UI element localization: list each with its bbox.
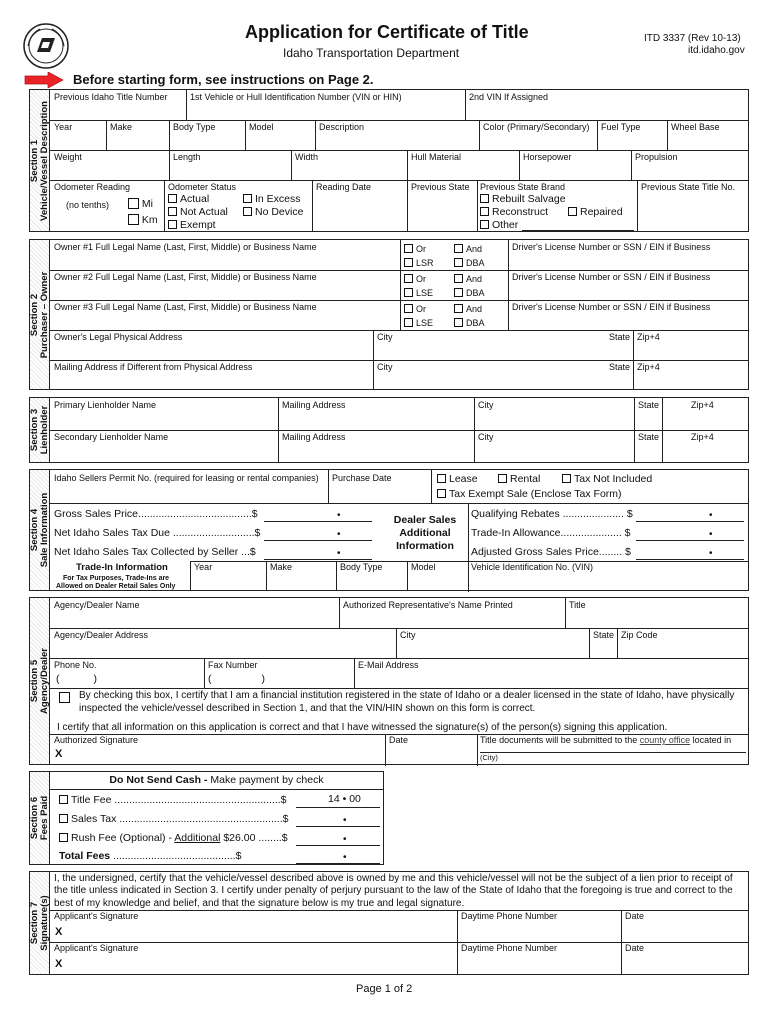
authorized-signature-field[interactable]: X	[55, 748, 63, 760]
applicant-signature-2-label: Applicant's Signature	[54, 943, 139, 953]
exempt-checkbox[interactable]	[168, 220, 216, 231]
body-type-field[interactable]: Body Type	[173, 122, 216, 132]
net-sales-tax-due-input[interactable]	[264, 540, 372, 541]
adjusted-gross-label: Adjusted Gross Sales Price........ $	[471, 546, 631, 558]
tax-not-included-checkbox[interactable]	[562, 474, 652, 485]
section-1-name: Vehicle/Vessel Description	[38, 100, 50, 221]
trade-in-note-1: For Tax Purposes, Trade-Ins are	[63, 575, 170, 582]
primary-state-field[interactable]: State	[638, 400, 660, 410]
dealer-heading-line-2: Additional	[399, 527, 451, 539]
signature-2-date-field[interactable]: Date	[625, 943, 645, 953]
primary-mailing-field[interactable]: Mailing Address	[282, 400, 346, 410]
fees-header-rest: Make payment by check	[207, 774, 324, 786]
owner-3-dba-checkbox[interactable]	[454, 318, 485, 329]
phone-area-code	[56, 674, 97, 685]
sales-tax-input[interactable]	[296, 826, 380, 827]
year-field[interactable]: Year	[54, 122, 73, 132]
qualifying-rebates-label: Qualifying Rebates ..................... $	[471, 508, 633, 520]
docs-note-post: located in	[690, 735, 732, 745]
page-number: Page 1 of 2	[356, 983, 413, 995]
model-field[interactable]: Model	[249, 122, 274, 132]
not-actual-checkbox[interactable]	[168, 207, 228, 218]
owner-2-and-checkbox[interactable]	[454, 274, 482, 285]
propulsion-field[interactable]: Propulsion	[635, 152, 678, 162]
other-brand-input[interactable]	[522, 230, 634, 231]
actual-label: Actual	[180, 193, 210, 205]
fax-paren-open: (	[208, 673, 212, 685]
form-title: Application for Certificate of Title	[245, 22, 529, 42]
owner-2-dba-checkbox[interactable]	[454, 288, 485, 299]
phone-field[interactable]	[54, 660, 97, 671]
rental-checkbox[interactable]	[498, 474, 540, 485]
physical-state-field[interactable]: State	[609, 332, 631, 342]
title-docs-note	[480, 735, 731, 746]
physical-city-field[interactable]: City	[377, 332, 393, 342]
trade-body-field[interactable]: Body Type	[340, 562, 383, 572]
odometer-status-label: Odometer Status	[168, 182, 237, 192]
owner-2-lse-checkbox[interactable]	[404, 288, 433, 299]
owner-1-dba-checkbox[interactable]	[454, 258, 485, 269]
rush-fee-amount-label: $26.00 ........$	[220, 832, 288, 844]
or-label: Or	[416, 244, 426, 254]
horsepower-field[interactable]: Horsepower	[523, 152, 572, 162]
section-6-name: Fees Paid	[38, 795, 50, 841]
total-fees-bold: Total Fees	[59, 850, 111, 862]
section-7-label	[30, 872, 50, 974]
lease-label: Lease	[449, 473, 478, 485]
actual-checkbox[interactable]	[168, 194, 209, 205]
hull-material-field[interactable]: Hull Material	[411, 152, 462, 162]
section-2-number: Section 2	[28, 293, 40, 336]
rental-label: Rental	[510, 473, 541, 485]
trade-make-field[interactable]: Make	[270, 562, 293, 572]
wheel-base-field[interactable]: Wheel Base	[671, 122, 720, 132]
phone-label: Phone No.	[54, 660, 97, 670]
and-label: And	[466, 304, 483, 314]
lsr-label: LSR	[416, 258, 434, 268]
repaired-label: Repaired	[580, 206, 623, 218]
rebuilt-salvage-label: Rebuilt Salvage	[492, 193, 566, 205]
rush-fee-checkbox[interactable]	[59, 833, 288, 844]
sales-tax-label: Sales Tax ........................................................$	[71, 813, 289, 825]
owner-1-name-field[interactable]: Owner #1 Full Legal Name (Last, First, Middle) or Business Name	[54, 242, 317, 252]
width-field[interactable]: Width	[295, 152, 319, 162]
trade-in-allowance-input[interactable]	[636, 540, 744, 541]
no-device-label: No Device	[255, 206, 304, 218]
authorized-rep-field[interactable]: Authorized Representative's Name Printed	[343, 600, 513, 610]
physical-address-field[interactable]: Owner's Legal Physical Address	[54, 332, 183, 342]
previous-title-number-field[interactable]: Previous Idaho Title Number	[54, 92, 168, 102]
sellers-permit-field[interactable]: Idaho Sellers Permit No. (required for leasing or rental companies)	[54, 473, 319, 483]
dealer-certify-checkbox[interactable]	[59, 692, 70, 703]
mailing-zip-field[interactable]: Zip+4	[637, 362, 660, 372]
previous-state-title-field[interactable]: Previous State Title No.	[641, 182, 736, 192]
phone-paren-close: )	[93, 673, 97, 685]
trade-model-field[interactable]: Model	[411, 562, 436, 572]
section-6-fees-paid: Section 6 Fees Paid Do Not Send Cash - Make payment by check Title Fee .........................................................$ 14 • 00 Sales Tax ........................................................$ • Rush Fee (Optional) - Additional $26.00 ........$ • Total Fees ..........................................$ •	[29, 771, 384, 865]
owner-3-license-field[interactable]: Driver's License Number or SSN / EIN if Business	[512, 302, 711, 312]
not-actual-label: Not Actual	[180, 206, 228, 218]
fax-paren-close: )	[261, 673, 265, 685]
section-3-label	[30, 398, 50, 462]
section-2-name: Purchaser – Owner	[38, 271, 50, 358]
section-1-number: Section 1	[28, 139, 40, 182]
phone-paren-open: (	[56, 673, 60, 685]
section-6-number: Section 6	[28, 796, 40, 840]
section-1-label	[30, 90, 50, 231]
total-fees-input[interactable]	[296, 863, 380, 864]
dba-label: DBA	[466, 258, 485, 268]
authorized-signature-label: Authorized Signature	[54, 735, 139, 745]
section-3-lienholder	[29, 397, 749, 463]
dealer-heading-line-1: Dealer Sales	[393, 514, 457, 526]
or-label: Or	[416, 274, 426, 284]
section-3-name: Lienholder	[38, 405, 50, 455]
physical-zip-field[interactable]: Zip+4	[637, 332, 660, 342]
website: itd.idaho.gov	[688, 45, 745, 56]
dealer-heading-line-3: Information	[396, 540, 454, 552]
title-fee-amount: 14 • 00	[328, 793, 361, 805]
mi-checkbox[interactable]	[128, 198, 153, 210]
mailing-state-field[interactable]: State	[609, 362, 631, 372]
lse-label: LSE	[416, 288, 434, 298]
email-field[interactable]: E-Mail Address	[358, 660, 419, 670]
total-fees-dots: ..........................................$	[110, 850, 242, 862]
trade-in-heading: Trade-In Information	[76, 562, 168, 573]
reading-date-field[interactable]: Reading Date	[316, 182, 372, 192]
owner-2-name-field[interactable]: Owner #2 Full Legal Name (Last, First, Middle) or Business Name	[54, 272, 317, 282]
net-tax-collected-input[interactable]	[264, 559, 372, 560]
owner-2-or-checkbox[interactable]	[404, 274, 426, 285]
red-arrow-icon	[24, 72, 64, 88]
km-checkbox[interactable]	[128, 214, 158, 226]
form-subtitle: Idaho Transportation Department	[283, 46, 460, 60]
certify-all-text: I certify that all information on this application is correct and that I have witnessed the signature(s) of the person(s) signing this application.	[57, 722, 668, 733]
trade-in-note-2: Allowed on Dealer Retail Sales Only	[56, 583, 176, 590]
owner-3-or-checkbox[interactable]	[404, 304, 426, 315]
section-5-label	[30, 598, 50, 764]
purchase-date-field[interactable]: Purchase Date	[332, 473, 392, 483]
county-office-link[interactable]: county office	[639, 735, 691, 745]
section-4-sale-information: Section 4 Sale Information Idaho Sellers Permit No. (required for leasing or rental companies) Purchase Date Lease Rental Tax Not Included Tax Exempt Sale (Enclose Tax Form) Gross Sales Price.......................................$ • Net Idaho Sales Tax Due ............................$ • Net Idaho Sales Tax Collected by Seller ...$ • Dealer Sales Additional Information Qualifying Rebates ..................... $ • Trade-In Allowance..................... $ • Adjusted Gross Sales Price........ $ • Trade-In Information For Tax Purposes, Trade-Ins are Allowed on Dealer Retail Sales Only Year Make Body Type Model Vehicle Identification No. (VIN)	[29, 469, 749, 591]
section-2-purchaser-owner	[29, 239, 749, 390]
authorized-date-field[interactable]: Date	[389, 735, 409, 745]
applicant-signature-1-field[interactable]: X	[55, 926, 63, 938]
gross-sales-price-label: Gross Sales Price.......................................$	[54, 508, 258, 520]
repaired-checkbox[interactable]	[568, 207, 623, 218]
dealer-sales-heading	[384, 514, 466, 553]
signature-1-date-field[interactable]: Date	[625, 911, 645, 921]
applicant-signature-2-field[interactable]: X	[55, 958, 63, 970]
section-6-label	[30, 772, 50, 864]
mailing-address-field[interactable]: Mailing Address if Different from Physical Address	[54, 362, 253, 372]
fax-field[interactable]	[208, 660, 258, 671]
sales-tax-checkbox[interactable]	[59, 814, 288, 825]
vin-2-field[interactable]: 2nd VIN If Assigned	[469, 92, 549, 102]
lse-label: LSE	[416, 318, 434, 328]
fees-header	[50, 774, 383, 786]
owner-1-or-checkbox[interactable]	[404, 244, 426, 255]
instructions-note: Before starting form, see instructions on Page 2.	[73, 72, 374, 87]
rep-title-field[interactable]: Title	[569, 600, 586, 610]
section-5-name: Agency/Dealer	[38, 647, 50, 715]
previous-state-field[interactable]: Previous State	[411, 182, 470, 192]
and-label: And	[466, 244, 483, 254]
in-excess-label: In Excess	[255, 193, 301, 205]
rush-fee-input[interactable]	[296, 845, 380, 846]
or-label: Or	[416, 304, 426, 314]
daytime-phone-2-field[interactable]: Daytime Phone Number	[461, 943, 558, 953]
section-7-number: Section 7	[28, 901, 40, 945]
rebuilt-salvage-checkbox[interactable]	[480, 194, 566, 205]
secondary-city-field[interactable]: City	[478, 432, 494, 442]
city-note: (City)	[480, 753, 498, 762]
section-3-number: Section 3	[28, 408, 40, 452]
secondary-zip-field[interactable]: Zip+4	[691, 432, 714, 442]
trade-vin-field[interactable]: Vehicle Identification No. (VIN)	[471, 562, 594, 572]
make-field[interactable]: Make	[110, 122, 133, 132]
adjusted-gross-input[interactable]	[636, 559, 744, 560]
fax-area-code	[208, 674, 265, 685]
agency-address-field[interactable]: Agency/Dealer Address	[54, 630, 149, 640]
agency-state-field[interactable]: State	[593, 630, 615, 640]
color-field[interactable]: Color (Primary/Secondary)	[483, 122, 590, 132]
in-excess-checkbox[interactable]	[243, 194, 301, 205]
agency-city-field[interactable]: City	[400, 630, 416, 640]
applicant-certification-text: I, the undersigned, certify that the vehicle/vessel described above is owned by me and this vehicle/vessel will not be the subject of a lien prior to receipt of the title unless indicated in Section 3. I certify under penalty of perjury pursuant to the law of the State of Idaho that the foregoing is true and correct to the best of my knowledge and belief, and that the signature below is my true and legal signature.	[54, 873, 733, 909]
fees-header-bold: Do Not Send Cash -	[109, 774, 208, 786]
section-2-label	[30, 240, 50, 389]
owner-2-license-field[interactable]: Driver's License Number or SSN / EIN if Business	[512, 272, 711, 282]
owner-3-and-checkbox[interactable]	[454, 304, 482, 315]
no-tenths-note: (no tenths)	[66, 200, 110, 210]
dealer-certify-text: By checking this box, I certify that I am a financial institution registered in the state of Idaho or a dealer licensed in the state of Idaho, have physically inspected the vehicle/vessel described in Section 1, and that the VIN/HIN shown on this form is correct.	[79, 690, 735, 714]
reconstruct-label: Reconstruct	[492, 206, 549, 218]
secondary-mailing-field[interactable]: Mailing Address	[282, 432, 346, 442]
vin-1-field[interactable]: 1st Vehicle or Hull Identification Number (VIN or HIN)	[190, 92, 402, 102]
title-fee-input[interactable]	[296, 807, 380, 808]
owner-3-name-field[interactable]: Owner #3 Full Legal Name (Last, First, Middle) or Business Name	[54, 302, 317, 312]
section-7-signatures	[29, 871, 749, 975]
section-4-name: Sale Information	[38, 492, 50, 568]
tax-not-included-label: Tax Not Included	[574, 473, 653, 485]
description-field[interactable]: Description	[319, 122, 365, 132]
mailing-city-field[interactable]: City	[377, 362, 393, 372]
dba-label: DBA	[466, 288, 485, 298]
section-4-label	[30, 470, 50, 590]
owner-1-lsr-checkbox[interactable]	[404, 258, 434, 269]
trade-year-field[interactable]: Year	[194, 562, 213, 572]
and-label: And	[466, 274, 483, 284]
applicant-signature-1-label: Applicant's Signature	[54, 911, 139, 921]
lease-checkbox[interactable]	[437, 474, 478, 485]
qualifying-rebates-input[interactable]	[636, 521, 744, 522]
fax-label: Fax Number	[208, 660, 258, 670]
length-field[interactable]: Length	[173, 152, 201, 162]
section-1-vehicle-description	[29, 89, 749, 232]
title-fee-checkbox[interactable]	[59, 795, 287, 806]
no-device-checkbox[interactable]	[243, 207, 303, 218]
dba-label: DBA	[466, 318, 485, 328]
fuel-type-field[interactable]: Fuel Type	[601, 122, 641, 132]
tax-exempt-label: Tax Exempt Sale (Enclose Tax Form)	[449, 488, 622, 500]
rush-fee-label: Rush Fee (Optional) -	[71, 832, 175, 844]
rush-fee-additional: Additional	[174, 832, 221, 844]
primary-zip-field[interactable]: Zip+4	[691, 400, 714, 410]
section-5-number: Section 5	[28, 659, 40, 703]
net-tax-collected-label: Net Idaho Sales Tax Collected by Seller ...$	[54, 546, 256, 558]
title-fee-label: Title Fee .........................................................$	[71, 794, 287, 806]
reconstruct-checkbox[interactable]	[480, 207, 548, 218]
docs-city-input[interactable]	[480, 752, 746, 753]
tax-exempt-checkbox[interactable]	[437, 489, 622, 500]
section-5-agency-dealer	[29, 597, 749, 765]
total-fees-label	[59, 851, 241, 862]
trade-in-allowance-label: Trade-In Allowance..................... $	[471, 527, 631, 539]
mi-label: Mi	[141, 198, 154, 210]
primary-city-field[interactable]: City	[478, 400, 494, 410]
agency-name-field[interactable]: Agency/Dealer Name	[54, 600, 140, 610]
net-sales-tax-due-label: Net Idaho Sales Tax Due ............................$	[54, 527, 261, 539]
section-4-number: Section 4	[28, 508, 40, 552]
secondary-lienholder-field[interactable]: Secondary Lienholder Name	[54, 432, 169, 442]
idaho-seal-logo	[22, 22, 70, 70]
agency-zip-field[interactable]: Zip Code	[621, 630, 658, 640]
owner-1-license-field[interactable]: Driver's License Number or SSN / EIN if Business	[512, 242, 711, 252]
previous-state-brand-label: Previous State Brand	[480, 182, 566, 192]
km-label: Km	[141, 214, 158, 226]
daytime-phone-1-field[interactable]: Daytime Phone Number	[461, 911, 558, 921]
other-label: Other	[492, 219, 519, 231]
exempt-label: Exempt	[180, 219, 216, 231]
docs-note-pre: Title documents will be submitted to the	[480, 735, 640, 745]
section-7-name: Signature(s)	[38, 895, 50, 951]
weight-field[interactable]: Weight	[54, 152, 82, 162]
owner-1-and-checkbox[interactable]	[454, 244, 482, 255]
form-number: ITD 3337 (Rev 10-13)	[644, 33, 741, 44]
other-checkbox[interactable]	[480, 220, 518, 231]
primary-lienholder-field[interactable]: Primary Lienholder Name	[54, 400, 157, 410]
secondary-state-field[interactable]: State	[638, 432, 660, 442]
gross-sales-price-input[interactable]	[264, 521, 372, 522]
owner-3-lse-checkbox[interactable]	[404, 318, 433, 329]
odometer-reading-label: Odometer Reading	[54, 182, 131, 192]
